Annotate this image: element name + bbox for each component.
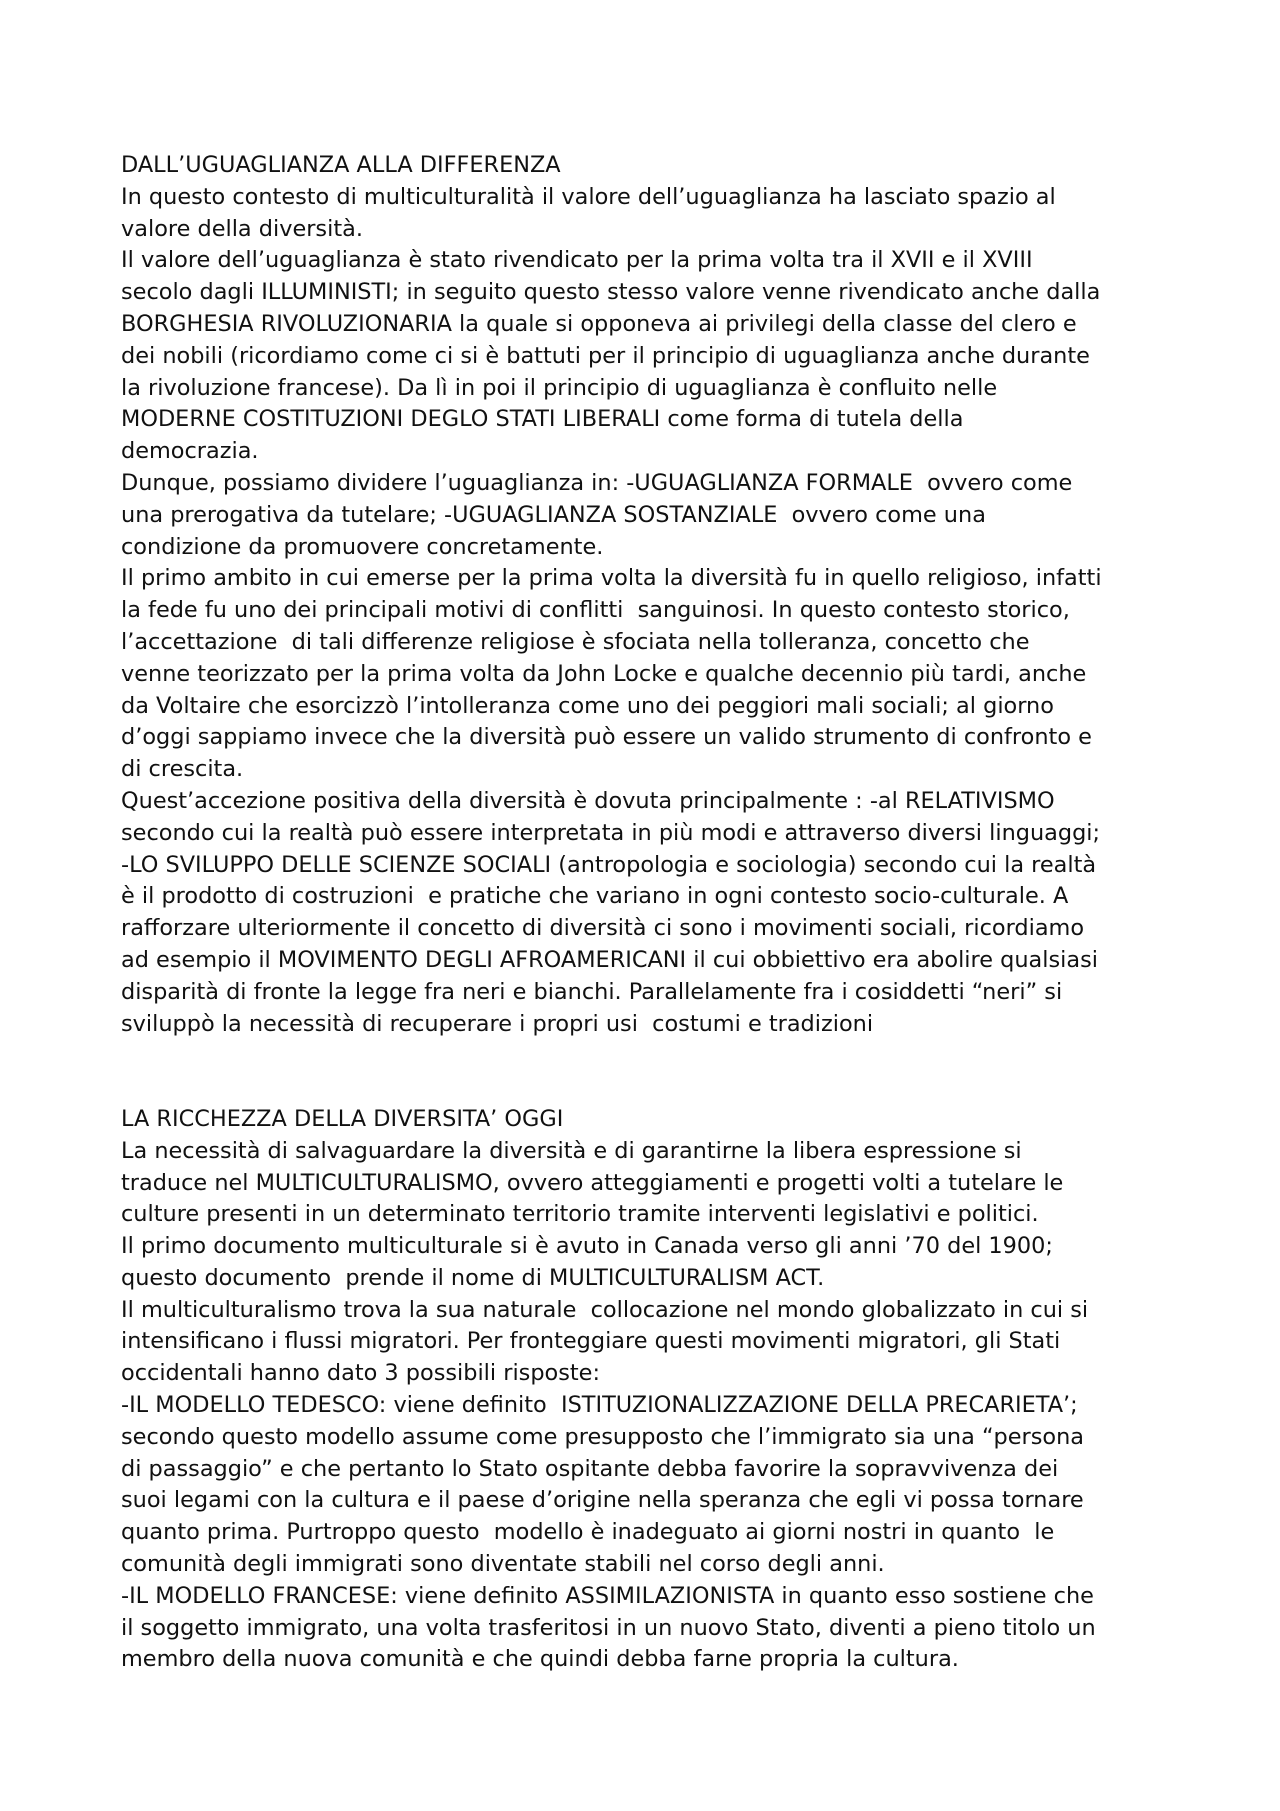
paragraph-line: Il valore dell’uguaglianza è stato rivendicato per la prima volta tra il XVII e il XVIII <box>121 247 1033 274</box>
section-spacer <box>121 1040 1171 1104</box>
document-page <box>121 150 1171 1676</box>
paragraph-line: disparità di fronte la legge fra neri e bianchi. Parallelamente fra i cosiddetti “neri” si <box>121 978 1063 1005</box>
paragraph-line: di passaggio” e che pertanto lo Stato ospitante debba favorire la sopravvivenza dei <box>121 1455 1059 1482</box>
paragraph-line: Il primo ambito in cui emerse per la prima volta la diversità fu in quello religioso, infatti <box>121 565 1102 592</box>
section-equality <box>121 150 1171 1040</box>
section-diversity-today <box>121 1104 1171 1676</box>
paragraph-line: Il multiculturalismo trova la sua naturale collocazione nel mondo globalizzato in cui si <box>121 1296 1089 1323</box>
paragraph-line: sviluppò la necessità di recuperare i propri usi costumi e tradizioni <box>121 1010 874 1037</box>
paragraph-line: il soggetto immigrato, una volta trasferitosi in un nuovo Stato, diventi a pieno titolo un <box>121 1614 1096 1641</box>
paragraph-line: -LO SVILUPPO DELLE SCIENZE SOCIALI (antropologia e sociologia) secondo cui la realtà <box>121 851 1097 878</box>
paragraph-line: ad esempio il MOVIMENTO DEGLI AFROAMERICANI il cui obbiettivo era abolire qualsiasi <box>121 946 1098 973</box>
paragraph-line: secolo dagli ILLUMINISTI; in seguito questo stesso valore venne rivendicato anche dalla <box>121 279 1101 306</box>
section-title: LA RICCHEZZA DELLA DIVERSITA’ OGGI <box>121 1105 564 1132</box>
paragraph-line: intensificano i flussi migratori. Per fronteggiare questi movimenti migratori, gli Stati <box>121 1328 1061 1355</box>
paragraph-line: questo documento prende il nome di MULTICULTURALISM ACT. <box>121 1264 825 1291</box>
paragraph-line: venne teorizzato per la prima volta da John Locke e qualche decennio più tardi, anche <box>121 660 1087 687</box>
paragraph-line: -IL MODELLO TEDESCO: viene definito ISTITUZIONALIZZAZIONE DELLA PRECARIETA’; <box>121 1392 1078 1419</box>
paragraph-line: dei nobili (ricordiamo come ci si è battuti per il principio di uguaglianza anche durante <box>121 342 1090 369</box>
paragraph-line: condizione da promuovere concretamente. <box>121 533 604 560</box>
paragraph-line: valore della diversità. <box>121 215 363 242</box>
paragraph-line: da Voltaire che esorcizzò l’intolleranza come uno dei peggiori mali sociali; al giorno <box>121 692 1054 719</box>
paragraph-line: Quest’accezione positiva della diversità è dovuta principalmente : -al RELATIVISMO <box>121 787 1055 814</box>
paragraph-line: democrazia. <box>121 438 259 465</box>
paragraph-line: BORGHESIA RIVOLUZIONARIA la quale si opponeva ai privilegi della classe del clero e <box>121 310 1077 337</box>
section-title: DALL’UGUAGLIANZA ALLA DIFFERENZA <box>121 152 561 178</box>
paragraph-line: è il prodotto di costruzioni e pratiche che variano in ogni contesto socio-culturale. A <box>121 883 1069 910</box>
paragraph-line: traduce nel MULTICULTURALISMO, ovvero atteggiamenti e progetti volti a tutelare le <box>121 1169 1064 1196</box>
paragraph-line: quanto prima. Purtroppo questo modello è inadeguato ai giorni nostri in quanto le <box>121 1519 1055 1546</box>
paragraph-line: MODERNE COSTITUZIONI DEGLO STATI LIBERALI come forma di tutela della <box>121 406 964 433</box>
paragraph-line: occidentali hanno dato 3 possibili risposte: <box>121 1360 601 1387</box>
paragraph-line: la fede fu uno dei principali motivi di conflitti sanguinosi. In questo contesto storico, <box>121 597 1070 624</box>
paragraph-line: di crescita. <box>121 756 244 783</box>
paragraph-line: -IL MODELLO FRANCESE: viene definito ASSIMILAZIONISTA in quanto esso sostiene che <box>121 1582 1094 1609</box>
paragraph-line: La necessità di salvaguardare la diversità e di garantirne la libera espressione si <box>121 1137 1022 1164</box>
paragraph-line: rafforzare ulteriormente il concetto di diversità ci sono i movimenti sociali, ricordiamo <box>121 915 1085 942</box>
paragraph-line: comunità degli immigrati sono diventate stabili nel corso degli anni. <box>121 1551 885 1578</box>
paragraph-line: l’accettazione di tali differenze religiose è sfociata nella tolleranza, concetto che <box>121 628 1030 655</box>
paragraph-line: membro della nuova comunità e che quindi debba farne propria la cultura. <box>121 1646 959 1673</box>
paragraph-line: secondo questo modello assume come presupposto che l’immigrato sia una “persona <box>121 1423 1085 1450</box>
paragraph-line: una prerogativa da tutelare; -UGUAGLIANZA SOSTANZIALE ovvero come una <box>121 501 986 528</box>
paragraph-line: la rivoluzione francese). Da lì in poi il principio di uguaglianza è confluito nelle <box>121 374 998 401</box>
paragraph-line: culture presenti in un determinato territorio tramite interventi legislativi e politici. <box>121 1201 1039 1228</box>
paragraph-line: Dunque, possiamo dividere l’uguaglianza in: -UGUAGLIANZA FORMALE ovvero come <box>121 469 1073 496</box>
paragraph-line: In questo contesto di multiculturalità il valore dell’uguaglianza ha lasciato spazio al <box>121 183 1056 210</box>
paragraph-line: Il primo documento multiculturale si è avuto in Canada verso gli anni ’70 del 1900; <box>121 1233 1053 1260</box>
paragraph-line: d’oggi sappiamo invece che la diversità può essere un valido strumento di confronto e <box>121 724 1092 751</box>
paragraph-line: secondo cui la realtà può essere interpretata in più modi e attraverso diversi linguaggi; <box>121 819 1101 846</box>
paragraph-line: suoi legami con la cultura e il paese d’origine nella speranza che egli vi possa tornare <box>121 1487 1084 1514</box>
